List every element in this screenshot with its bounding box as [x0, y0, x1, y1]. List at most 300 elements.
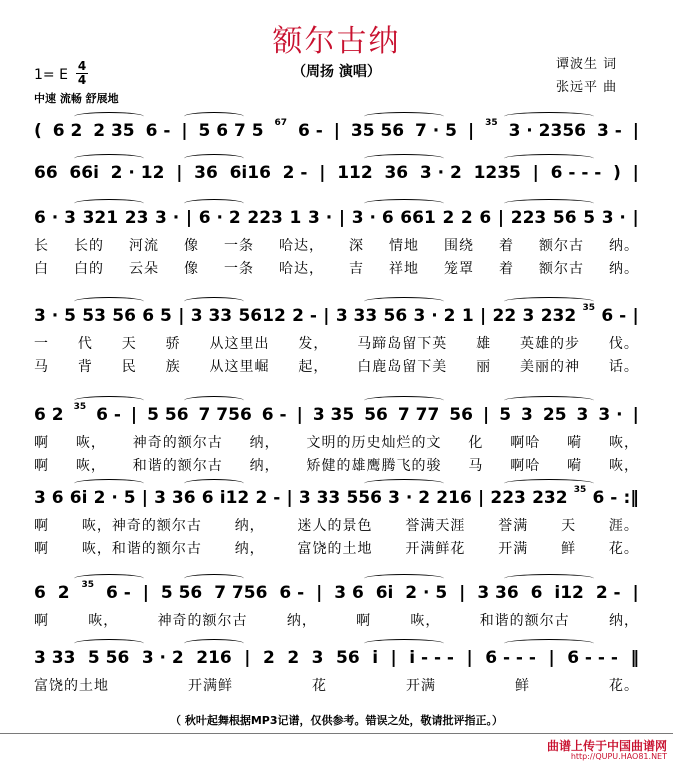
lyric-word: 伐。 [608, 336, 639, 352]
note-group: i - - - [409, 648, 454, 668]
slur-mark [184, 396, 244, 405]
note-group: 6 · 3 [34, 208, 76, 228]
note-group: 6 5 [142, 306, 172, 326]
barline: | [130, 405, 138, 425]
lyric-word: 着 [499, 238, 514, 254]
note-group: 6 - [297, 121, 323, 141]
slur-mark [74, 112, 144, 121]
lyric-word: 骄 [165, 336, 181, 352]
lyric-word: 咴， [75, 458, 106, 474]
lyric-word: 河流 [129, 238, 159, 254]
slur-mark [364, 479, 444, 488]
barline: :‖ [623, 488, 639, 508]
note-group: 2 [460, 208, 473, 228]
note-group: 112 [337, 163, 373, 183]
note-group: 25 [542, 405, 567, 425]
barline: | [548, 648, 555, 668]
lyrics-row [34, 356, 639, 376]
lyric-word: 咴， [609, 435, 639, 451]
slur-mark [74, 154, 144, 163]
note-group: 56 [336, 648, 360, 668]
note-group: ( [34, 121, 42, 141]
barline: | [244, 648, 251, 668]
lyric-word: 围绕 [444, 238, 474, 254]
note-group: 6 [201, 488, 214, 508]
lyrics-row [34, 235, 639, 255]
lyric-word: 和谐的额尔古 [479, 613, 570, 629]
barline: | [632, 306, 639, 326]
barline: | [532, 163, 539, 183]
barline: | [176, 163, 183, 183]
note-group: 6 - - - [485, 648, 536, 668]
watermark: 曲谱上传于中国曲谱网 [546, 739, 667, 753]
lyric-word: 啊 [34, 613, 49, 629]
note-group: 216 [196, 648, 232, 668]
note-group: 2 [57, 583, 70, 603]
note-group: 3 33 [335, 306, 378, 326]
slur-mark [74, 479, 144, 488]
lyric-word: 纳， [249, 458, 280, 474]
note-group: 2 [262, 648, 275, 668]
slur-mark [504, 154, 594, 163]
slur-mark [504, 639, 594, 648]
note-group: 6 [34, 583, 46, 603]
lyric-word: 啊哈 [510, 435, 541, 451]
lyric-word: 英雄的步 [520, 336, 580, 352]
lyric-word: 咴， [410, 613, 441, 629]
note-group: i12 [219, 488, 250, 508]
lyric-word: 纳， [608, 613, 639, 629]
slur-mark [504, 112, 594, 121]
lyricist-credit: 谭波生 词 [556, 57, 618, 72]
time-signature [76, 60, 88, 87]
slur-mark [504, 574, 594, 583]
lyric-word: 一条 [224, 238, 254, 254]
barline: | [178, 306, 185, 326]
lyric-word: 纳。 [609, 238, 639, 254]
slur-mark [504, 297, 594, 306]
notation-row [34, 303, 639, 329]
note-group: 3 33 [298, 488, 341, 508]
note-group: 66 [34, 163, 58, 183]
note-group: 66i [69, 163, 99, 183]
lyric-word: 富饶的土地 [34, 678, 109, 694]
lyric-word: 咴， [88, 613, 119, 629]
lyric-word: 丽 [476, 359, 492, 375]
note-group: 3 [521, 405, 533, 425]
lyric-word: 迷人的景色 [297, 518, 373, 534]
slur-mark [184, 199, 244, 208]
notation-row [34, 485, 639, 511]
lyrics-row [34, 258, 639, 278]
lyric-word: 白的 [74, 261, 104, 277]
note-group: 56 [449, 405, 473, 425]
note-group: 5 56 [147, 405, 189, 425]
barline: | [185, 208, 193, 228]
key-signature: 1= E [34, 67, 68, 83]
barline: | [296, 405, 303, 425]
note-group: 3 · 2356 [508, 121, 587, 141]
lyrics-row [34, 675, 639, 695]
lyrics-row [34, 333, 639, 353]
lyric-word: 美丽的神 [520, 359, 580, 375]
lyric-word: 天 [121, 336, 137, 352]
notation-row [34, 205, 639, 231]
barline: | [477, 488, 485, 508]
slur-mark [364, 396, 444, 405]
note-group: 6 - - - [567, 648, 618, 668]
note-group: 3 36 [154, 488, 196, 508]
barline: | [467, 121, 475, 141]
note-group: 35 [485, 118, 498, 128]
note-group: 2 · 12 [110, 163, 165, 183]
note-group: 556 [346, 488, 382, 508]
note-group: 67 [274, 118, 288, 128]
note-group: 2 - [255, 488, 281, 508]
slur-mark [364, 297, 444, 306]
lyric-word: 族 [165, 359, 181, 375]
note-group: 6 - [105, 583, 131, 603]
note-group: 3 · [307, 208, 333, 228]
lyric-word: 啊哈 [510, 458, 541, 474]
time-signature-top: 4 [77, 59, 87, 73]
lyric-word: 从这里出 [209, 336, 270, 352]
slur-mark [364, 154, 444, 163]
note-group: 3 · [598, 405, 623, 425]
note-group: 6 - [279, 583, 305, 603]
note-group: 53 [82, 306, 106, 326]
slur-mark [364, 574, 444, 583]
slur-mark [504, 479, 594, 488]
lyric-word: 话。 [608, 359, 639, 375]
note-group: 2 [287, 648, 300, 668]
lyric-word: 誉满天涯 [405, 518, 466, 534]
slur-mark [364, 112, 444, 121]
lyric-word: 长 [34, 238, 49, 254]
lyric-word: 咴，神奇的额尔古 [81, 518, 202, 534]
note-group: 6 - [145, 121, 171, 141]
time-signature-bottom: 4 [77, 73, 87, 87]
note-group: 223 [490, 488, 526, 508]
lyric-word: 深 [349, 238, 364, 254]
lyric-word: 花。 [609, 678, 639, 694]
lyric-word: 白 [34, 261, 49, 277]
notation-row [34, 402, 639, 428]
lyric-word: 吉 [349, 261, 364, 277]
lyric-word: 鲜 [561, 541, 577, 557]
note-group: 36 [194, 163, 218, 183]
note-group: 1 [461, 306, 474, 326]
lyric-word: 马 [468, 458, 484, 474]
lyric-word: 哈达， [279, 261, 324, 277]
singer-credit: （周扬 演唱） [292, 64, 381, 80]
note-group: 3 33 [190, 306, 233, 326]
note-group: 6i [375, 583, 394, 603]
slur-mark [504, 396, 594, 405]
note-group: 6 · 2 [198, 208, 241, 228]
note-group: 6 [530, 583, 543, 603]
note-group: 6i16 [229, 163, 271, 183]
barline: | [632, 583, 639, 603]
barline: | [632, 121, 639, 141]
barline: | [316, 583, 323, 603]
slur-mark [74, 396, 144, 405]
barline: | [338, 208, 346, 228]
note-group: 7 77 [397, 405, 440, 425]
notation-row [34, 645, 639, 671]
note-group: 35 [582, 303, 596, 313]
note-group: 216 [436, 488, 472, 508]
note-group: 5 56 [160, 583, 203, 603]
lyric-word: 矫健的雄鹰腾飞的骏 [306, 458, 442, 474]
lyric-word: 纳， [234, 541, 265, 557]
lyric-word: 纳。 [609, 261, 639, 277]
note-group: 321 [82, 208, 119, 228]
note-group: 5 6 7 5 [198, 121, 264, 141]
notation-row [34, 580, 639, 606]
note-group: 3 · 6 [351, 208, 394, 228]
lyric-word: 富饶的土地 [297, 541, 373, 557]
note-group: 56 [552, 208, 577, 228]
lyrics-row [34, 515, 639, 535]
barline: | [632, 208, 639, 228]
note-group: 3 · 5 [34, 306, 76, 326]
note-group: 35 [81, 580, 95, 590]
footer-divider [0, 733, 673, 734]
slur-mark [184, 639, 244, 648]
note-group: 5612 [238, 306, 286, 326]
lyric-word: 开满鲜花 [405, 541, 466, 557]
lyric-word: 纳， [249, 435, 280, 451]
note-group: 5 [499, 405, 512, 425]
transcription-note: （ 秋叶起舞根据MP3记谱，仅供参考。错误之处，敬请批评指正。） [170, 714, 503, 727]
lyric-word: 啊 [34, 518, 49, 534]
lyric-word: 和谐的额尔古 [132, 458, 223, 474]
lyric-word: 情地 [389, 238, 419, 254]
lyric-word: 发， [298, 336, 329, 352]
note-group: 35 56 [350, 121, 405, 141]
barline: | [466, 648, 473, 668]
lyric-word: 代 [77, 336, 93, 352]
lyric-word: 雄 [476, 336, 492, 352]
barline: | [480, 306, 487, 326]
barline: | [632, 163, 639, 183]
lyric-word: 笼罩 [444, 261, 474, 277]
note-group: 6 2 [34, 405, 64, 425]
lyric-word: 花。 [608, 541, 639, 557]
lyrics-row [34, 455, 639, 475]
barline: | [459, 583, 466, 603]
lyric-word: 啊 [34, 458, 49, 474]
lyric-word: 起， [298, 359, 329, 375]
note-group: 3 [311, 648, 324, 668]
lyric-word: 民 [121, 359, 137, 375]
barline: | [319, 163, 326, 183]
slur-mark [74, 639, 144, 648]
lyric-word: 祥地 [389, 261, 419, 277]
lyric-word: 嗬 [567, 458, 583, 474]
note-group: 3 [522, 306, 535, 326]
note-group: ) [613, 163, 621, 183]
lyric-word: 像 [184, 238, 199, 254]
slur-mark [184, 154, 244, 163]
lyric-word: 神奇的额尔古 [132, 435, 223, 451]
slur-mark [184, 112, 244, 121]
lyric-word: 着 [499, 261, 514, 277]
note-group: 5 56 [87, 648, 130, 668]
barline: ‖ [630, 648, 639, 668]
lyric-word: 啊 [356, 613, 372, 629]
note-group: 6 - [96, 405, 121, 425]
note-group: 3 [576, 405, 589, 425]
note-group: 2 - [292, 306, 317, 326]
note-group: 3 · [601, 208, 626, 228]
note-group: 6 - [261, 405, 287, 425]
notation-row [34, 118, 639, 144]
note-group: 2 · 5 [93, 488, 136, 508]
lyric-word: 一条 [224, 261, 254, 277]
note-group: 2 35 [93, 121, 135, 141]
lyric-word: 开满 [406, 678, 436, 694]
slur-mark [364, 639, 444, 648]
note-group: 3 35 [312, 405, 355, 425]
lyric-word: 马蹄岛留下英 [357, 336, 448, 352]
note-group: 1 [289, 208, 302, 228]
lyric-word: 天 [561, 518, 577, 534]
lyric-word: 背 [77, 359, 93, 375]
barline: | [323, 306, 330, 326]
slur-mark [74, 574, 144, 583]
lyric-word: 涯。 [608, 518, 639, 534]
lyric-word: 白鹿岛留下美 [357, 359, 448, 375]
lyric-word: 从这里崛 [209, 359, 270, 375]
note-group: 223 [510, 208, 547, 228]
lyric-word: 纳， [234, 518, 265, 534]
note-group: 1235 [473, 163, 521, 183]
lyric-word: 云朵 [129, 261, 159, 277]
lyric-word: 哈达， [279, 238, 324, 254]
note-group: 232 [532, 488, 568, 508]
lyric-word: 一 [34, 336, 49, 352]
note-group: 232 [540, 306, 577, 326]
watermark-url: http://QUPU.HAO81.NET [570, 752, 667, 761]
note-group: 56 [383, 306, 408, 326]
note-group: 3 33 [34, 648, 76, 668]
slur-mark [364, 199, 444, 208]
note-group: 56 [112, 306, 136, 326]
note-group: 7 · 5 [415, 121, 457, 141]
tempo-marking: 中速 流畅 舒展地 [34, 92, 119, 105]
lyric-word: 啊 [34, 541, 49, 557]
note-group: 3 6 [334, 583, 364, 603]
lyric-word: 神奇的额尔古 [157, 613, 248, 629]
lyric-word: 咴， [75, 435, 106, 451]
note-group: 5 [583, 208, 596, 228]
lyric-word: 花 [312, 678, 327, 694]
note-group: 3 · 2 [141, 648, 184, 668]
slur-mark [74, 297, 144, 306]
note-group: 3 - [596, 121, 622, 141]
lyric-word: 额尔古 [539, 261, 584, 277]
note-group: 35 [73, 402, 87, 412]
note-group: 22 [492, 306, 517, 326]
barline: | [497, 208, 505, 228]
lyric-word: 像 [184, 261, 199, 277]
lyric-word: 咴， [609, 458, 639, 474]
note-group: 36 [384, 163, 409, 183]
note-group: 35 [573, 485, 587, 495]
lyric-word: 开满 [498, 541, 529, 557]
note-group: 6 - [601, 306, 627, 326]
lyric-word: 马 [34, 359, 49, 375]
note-group: 3 6 [34, 488, 64, 508]
lyrics-row [34, 432, 639, 452]
note-group: 2 · 5 [405, 583, 448, 603]
lyric-word: 开满鲜 [188, 678, 233, 694]
slur-mark [74, 199, 144, 208]
note-group: 7 756 [214, 583, 268, 603]
note-group: 2 [442, 208, 455, 228]
barline: | [142, 583, 149, 603]
lyric-word: 誉满 [498, 518, 529, 534]
lyric-word: 嗬 [567, 435, 583, 451]
barline: | [141, 488, 148, 508]
lyric-word: 文明的历史灿烂的文 [306, 435, 442, 451]
note-group: 3 · 2 [388, 488, 431, 508]
lyric-word: 额尔古 [539, 238, 584, 254]
barline: | [286, 488, 293, 508]
note-group: 2 - [595, 583, 621, 603]
lyric-word: 长的 [74, 238, 104, 254]
note-group: 6 - - - [550, 163, 602, 183]
lyrics-row [34, 538, 639, 558]
barline: | [632, 405, 639, 425]
note-group: 7 756 [198, 405, 252, 425]
note-group: 3 · 2 [413, 306, 456, 326]
song-title: 额尔古纳 [272, 24, 401, 59]
slur-mark [184, 297, 244, 306]
note-group: 6 2 [52, 121, 83, 141]
lyric-word: 鲜 [515, 678, 530, 694]
note-group: 2 - [282, 163, 308, 183]
note-group: 3 36 [477, 583, 519, 603]
composer-credit: 张远平 曲 [556, 80, 618, 95]
slur-mark [184, 479, 244, 488]
note-group: 661 [400, 208, 436, 228]
barline: | [390, 648, 397, 668]
notation-row [34, 160, 639, 186]
lyric-word: 咴，和谐的额尔古 [81, 541, 202, 557]
lyric-word: 化 [468, 435, 484, 451]
barline: | [482, 405, 490, 425]
note-group: i12 [554, 583, 584, 603]
lyric-word: 纳， [286, 613, 317, 629]
note-group: 223 [247, 208, 283, 228]
note-group: 6i [69, 488, 88, 508]
note-group: 3 · 2 [419, 163, 462, 183]
note-group: 23 [124, 208, 149, 228]
barline: | [333, 121, 340, 141]
note-group: 6 [479, 208, 492, 228]
barline: | [181, 121, 188, 141]
lyrics-row [34, 610, 639, 630]
note-group: 6 - [592, 488, 618, 508]
note-group: 56 [364, 405, 388, 425]
slur-mark [504, 199, 594, 208]
note-group: i [372, 648, 379, 668]
note-group: 3 · [155, 208, 180, 228]
lyric-word: 啊 [34, 435, 49, 451]
